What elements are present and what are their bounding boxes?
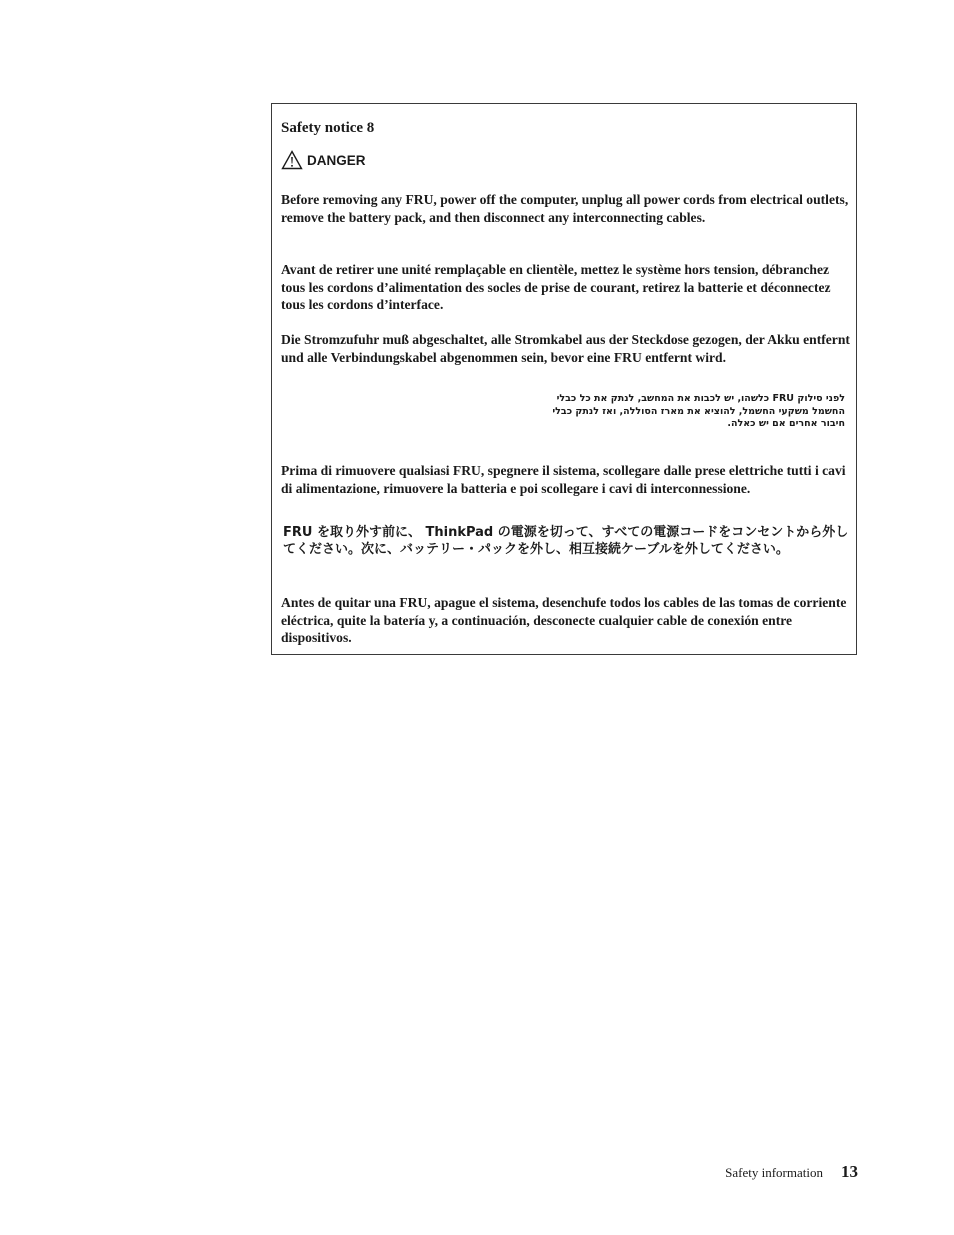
- notice-paragraph-french: Avant de retirer une unité remplaçable en clientèle, mettez le système hors tension, débranchez tous les cordons d’alimentation des socles de prise de courant, retirez la batterie et déconnectez tous les cordons d’interface.: [281, 262, 831, 312]
- notice-paragraph-italian: Prima di rimuovere qualsiasi FRU, spegnere il sistema, scollegare dalle prese elettriche tutti i cavi di alimentazione, rimuovere la batteria e poi scollegare i cavi di interconnessione.: [281, 463, 846, 496]
- notice-paragraph-japanese: FRU を取り外す前に、 ThinkPad の電源を切って、すべての電源コードをコンセントから外してください。次に、バッテリー・パックを外し、相互接続ケーブルを外してください。: [283, 525, 849, 557]
- footer-section-title: Safety information: [725, 1165, 823, 1180]
- warning-triangle-icon: [281, 150, 303, 170]
- notice-paragraph-german: Die Stromzufuhr muß abgeschaltet, alle Stromkabel aus der Steckdose gezogen, der Akku entfernt und alle Verbindungskabel abgenommen sein, bevor eine FRU entfernt wird.: [281, 332, 850, 365]
- notice-paragraph-english: Before removing any FRU, power off the computer, unplug all power cords from electrical outlets, remove the battery pack, and then disconnect any interconnecting cables.: [281, 192, 849, 225]
- notice-title: Safety notice 8: [281, 120, 375, 136]
- page-footer: [725, 1162, 858, 1182]
- safety-notice-box: [271, 103, 857, 655]
- notice-paragraph-spanish: Antes de quitar una FRU, apague el sistema, desenchufe todos los cables de las tomas de corriente eléctrica, quite la batería y, a continuación, desconecte cualquier cable de conexión entre dispositivos.: [281, 595, 847, 645]
- notice-paragraph-hebrew: לפני סילוק FRU כלשהו, יש לכבות את המחשב, לנתק את כל כבלי החשמל משקעי החשמל, להוציא את מארז הסוללה, ואז לנתק כבלי חיבור אחרים אם יש כאלה.: [552, 393, 845, 429]
- page-number: 13: [841, 1162, 858, 1181]
- danger-heading: [281, 150, 366, 170]
- danger-label: DANGER: [307, 152, 366, 168]
